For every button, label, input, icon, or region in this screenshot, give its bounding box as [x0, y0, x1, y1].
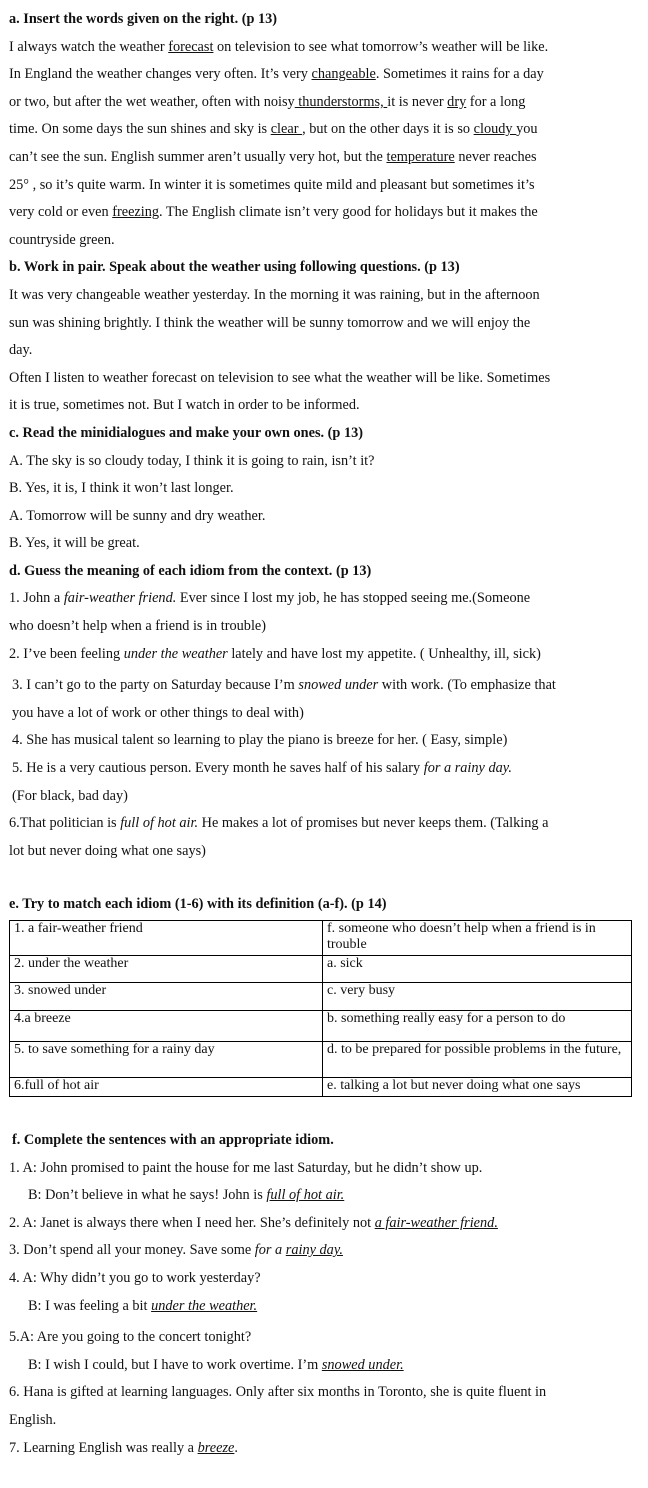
section-d-heading: d. Guess the meaning of each idiom from the context. (p 13) [9, 562, 372, 579]
table-row [10, 921, 632, 956]
table-row [10, 983, 632, 1011]
idiom-cell: 6.full of hot air [10, 1078, 323, 1097]
sentence-item: 5.A: Are you going to the concert tonight? [9, 1329, 252, 1346]
section-a-line: 25° , so it’s quite warm. In winter it is sometimes quite mild and pleasant but sometimes it’s [9, 176, 535, 193]
definition-cell: f. someone who doesn’t help when a friend is in trouble [323, 921, 632, 956]
section-a-line: countryside green. [9, 231, 115, 248]
idiom-item: 1. John a fair-weather friend. Ever since I lost my job, he has stopped seeing me.(Someone [9, 590, 531, 607]
section-a-line: very cold or even freezing. The English climate isn’t very good for holidays but it makes the [9, 204, 538, 221]
sentence-item: 3. Don’t spend all your money. Save some for a rainy day. [9, 1242, 343, 1259]
sentence-item: English. [9, 1411, 57, 1428]
section-a-line: In England the weather changes very often. It’s very changeable. Sometimes it rains for a day [9, 66, 544, 83]
idiom-item: 3. I can’t go to the party on Saturday because I’m snowed under with work. (To emphasize that [12, 677, 556, 694]
word-forecast: forecast [168, 38, 214, 55]
dialogue-line: B. Yes, it is, I think it won’t last longer. [9, 480, 234, 497]
section-e-heading: e. Try to match each idiom (1-6) with its definition (a-f). (p 14) [9, 896, 387, 913]
section-a-line: time. On some days the sun shines and sky is clear , but on the other days it is so cloudy you [9, 121, 538, 138]
section-a-line: or two, but after the wet weather, often with noisy thunderstorms, it is never dry for a long [9, 93, 526, 110]
definition-cell: a. sick [323, 956, 632, 983]
idiom-item: you have a lot of work or other things to deal with) [12, 704, 304, 721]
definition-cell: c. very busy [323, 983, 632, 1011]
section-b-line: day. [9, 342, 33, 359]
worksheet [9, 6, 637, 1462]
sentence-item: 7. Learning English was really a breeze. [9, 1439, 238, 1456]
word-changeable: changeable [311, 66, 376, 83]
idiom-item: who doesn’t help when a friend is in trouble) [9, 618, 267, 635]
section-a-line: I always watch the weather forecast on television to see what tomorrow’s weather will be like. [9, 38, 549, 55]
section-b-line: sun was shining brightly. I think the weather will be sunny tomorrow and we will enjoy the [9, 314, 531, 331]
definition-cell: d. to be prepared for possible problems in the future, [323, 1042, 632, 1078]
dialogue-line: A. The sky is so cloudy today, I think it is going to rain, isn’t it? [9, 452, 375, 469]
idiom-cell: 5. to save something for a rainy day [10, 1042, 323, 1078]
section-b-heading: b. Work in pair. Speak about the weather using following questions. (p 13) [9, 259, 460, 276]
answer-idiom: a fair-weather friend. [374, 1214, 498, 1231]
idiom-item: 4. She has musical talent so learning to play the piano is breeze for her. ( Easy, simple) [12, 732, 508, 749]
definition-cell: e. talking a lot but never doing what one says [323, 1078, 632, 1097]
sentence-item: 2. A: Janet is always there when I need her. She’s definitely not a fair-weather friend. [9, 1214, 498, 1231]
idiom-cell: 3. snowed under [10, 983, 323, 1011]
dialogue-line: A. Tomorrow will be sunny and dry weather. [9, 507, 266, 524]
idiom-item: lot but never doing what one says) [9, 842, 206, 859]
sentence-item: B: I wish I could, but I have to work overtime. I’m snowed under. [28, 1356, 404, 1373]
word-temperature: temperature [386, 148, 455, 165]
idiom-cell: 1. a fair-weather friend [10, 921, 323, 956]
idiom-item: 5. He is a very cautious person. Every month he saves half of his salary for a rainy day. [12, 760, 512, 777]
idiom-item: 2. I’ve been feeling under the weather lately and have lost my appetite. ( Unhealthy, ill, sick) [9, 645, 541, 662]
answer-idiom: breeze [197, 1439, 235, 1456]
section-b-line: Often I listen to weather forecast on television to see what the weather will be like. Sometimes [9, 369, 551, 386]
section-c-heading: c. Read the minidialogues and make your own ones. (p 13) [9, 424, 364, 441]
word-cloudy: cloudy [473, 121, 517, 138]
idiom-item: 6.That politician is full of hot air. He makes a lot of promises but never keeps them. (Talking a [9, 815, 549, 832]
idiom-cell: 4.a breeze [10, 1011, 323, 1042]
answer-idiom: snowed under. [321, 1356, 404, 1373]
section-f-heading: f. Complete the sentences with an appropriate idiom. [12, 1132, 334, 1148]
sentence-item: 1. A: John promised to paint the house for me last Saturday, but he didn’t show up. [9, 1159, 483, 1176]
definition-cell: b. something really easy for a person to do [323, 1011, 632, 1042]
idiom-match-table [9, 920, 632, 1097]
table-row [10, 1042, 632, 1078]
word-dry: dry [447, 93, 467, 110]
word-freezing: freezing [112, 204, 160, 221]
sentence-item: B: I was feeling a bit under the weather. [28, 1297, 258, 1314]
idiom-item: (For black, bad day) [12, 787, 128, 804]
table-row [10, 1011, 632, 1042]
table-row [10, 956, 632, 983]
sentence-item: B: Don’t believe in what he says! John is full of hot air. [28, 1187, 345, 1204]
section-b-line: It was very changeable weather yesterday. In the morning it was raining, but in the afternoon [9, 286, 540, 303]
sentence-item: 6. Hana is gifted at learning languages. Only after six months in Toronto, she is quite fluent in [9, 1384, 547, 1401]
table-row [10, 1078, 632, 1097]
answer-idiom: rainy day. [285, 1242, 343, 1259]
section-a-line: can’t see the sun. English summer aren’t usually very hot, but the temperature never reaches [9, 148, 537, 165]
word-thunderstorms: thunderstorms, [294, 93, 388, 110]
word-clear: clear [270, 121, 303, 138]
section-b-line: it is true, sometimes not. But I watch in order to be informed. [9, 397, 360, 414]
dialogue-line: B. Yes, it will be great. [9, 535, 140, 552]
section-a-heading: a. Insert the words given on the right. (p 13) [9, 11, 278, 27]
idiom-cell: 2. under the weather [10, 956, 323, 983]
answer-idiom: full of hot air. [266, 1187, 345, 1204]
sentence-item: 4. A: Why didn’t you go to work yesterday? [9, 1269, 261, 1286]
answer-idiom: under the weather. [151, 1297, 258, 1314]
